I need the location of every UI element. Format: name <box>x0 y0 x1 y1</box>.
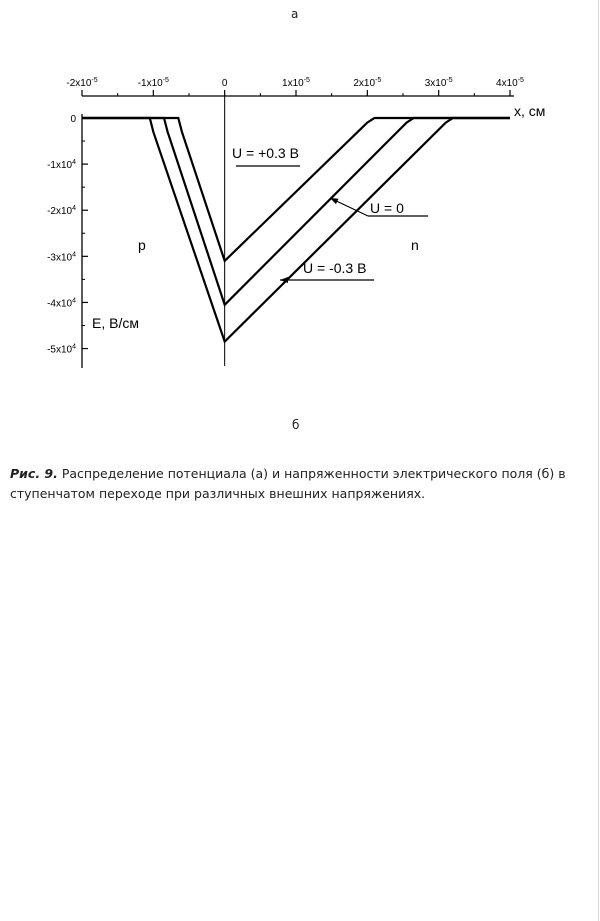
region-label-n: n <box>411 237 419 253</box>
annotation-label-2: U = -0.3 В <box>303 260 367 276</box>
figure-caption <box>10 464 580 504</box>
x-tick-label <box>222 78 228 89</box>
tick-base: 0 <box>221 78 228 89</box>
tick-base: 4x10 <box>496 78 518 89</box>
tick-exponent: -5 <box>375 77 382 84</box>
x-tick-label <box>353 77 381 89</box>
x-tick-label <box>66 77 97 89</box>
tick-exponent: -5 <box>162 77 169 84</box>
x-tick-label <box>138 77 169 89</box>
annotation-label-1: U = 0 <box>370 200 404 216</box>
tick-base: -2x10 <box>47 206 73 218</box>
tick-exponent: -5 <box>91 77 98 84</box>
subfigure-label-b: б <box>292 418 300 432</box>
x-axis-label: x, см <box>514 103 546 119</box>
tick-base: -1x10 <box>137 78 163 89</box>
tick-exponent: 4 <box>72 297 76 305</box>
y-tick-label <box>47 205 76 217</box>
tick-exponent: 4 <box>72 251 76 259</box>
x-tick-label <box>496 77 524 89</box>
tick-base: 3x10 <box>424 78 447 89</box>
tick-exponent: -5 <box>517 77 524 84</box>
tick-exponent: -5 <box>446 77 453 84</box>
subfigure-label-a: а <box>291 7 299 21</box>
tick-exponent: 4 <box>72 205 76 213</box>
y-axis-label: E, В/см <box>92 315 139 331</box>
tick-exponent: 4 <box>72 343 76 351</box>
tick-base: 0 <box>70 114 76 125</box>
tick-base: -1x10 <box>47 160 73 172</box>
annotation-arrowhead-1 <box>330 198 339 204</box>
y-tick-label <box>47 344 76 356</box>
tick-base: 2x10 <box>353 78 376 89</box>
x-tick-label <box>282 77 310 89</box>
series-annotations <box>232 145 428 283</box>
region-label-p: p <box>138 237 146 253</box>
x-axis <box>66 77 524 96</box>
y-tick-label <box>47 251 76 263</box>
series-line-0 <box>82 118 510 261</box>
caption-prefix: Рис. 9. <box>10 465 58 481</box>
tick-base: -3x10 <box>47 252 73 264</box>
caption-text: Распределение потенциала (а) и напряженности электрического поля (б) в ступенчатом переходе при различных внешних напряжениях. <box>10 465 566 501</box>
field-distribution-chart <box>0 0 600 400</box>
tick-base: 1x10 <box>282 78 304 89</box>
tick-base: -4x10 <box>47 298 73 310</box>
tick-exponent: 4 <box>72 159 76 167</box>
annotation-label-0: U = +0.3 В <box>232 145 299 161</box>
tick-base: -2x10 <box>66 78 92 89</box>
y-axis <box>47 114 88 368</box>
y-tick-label <box>70 114 76 125</box>
y-tick-label <box>47 159 76 171</box>
tick-exponent: -5 <box>303 77 310 84</box>
y-tick-label <box>47 297 76 309</box>
x-tick-label <box>425 77 453 89</box>
tick-base: -5x10 <box>47 344 73 356</box>
